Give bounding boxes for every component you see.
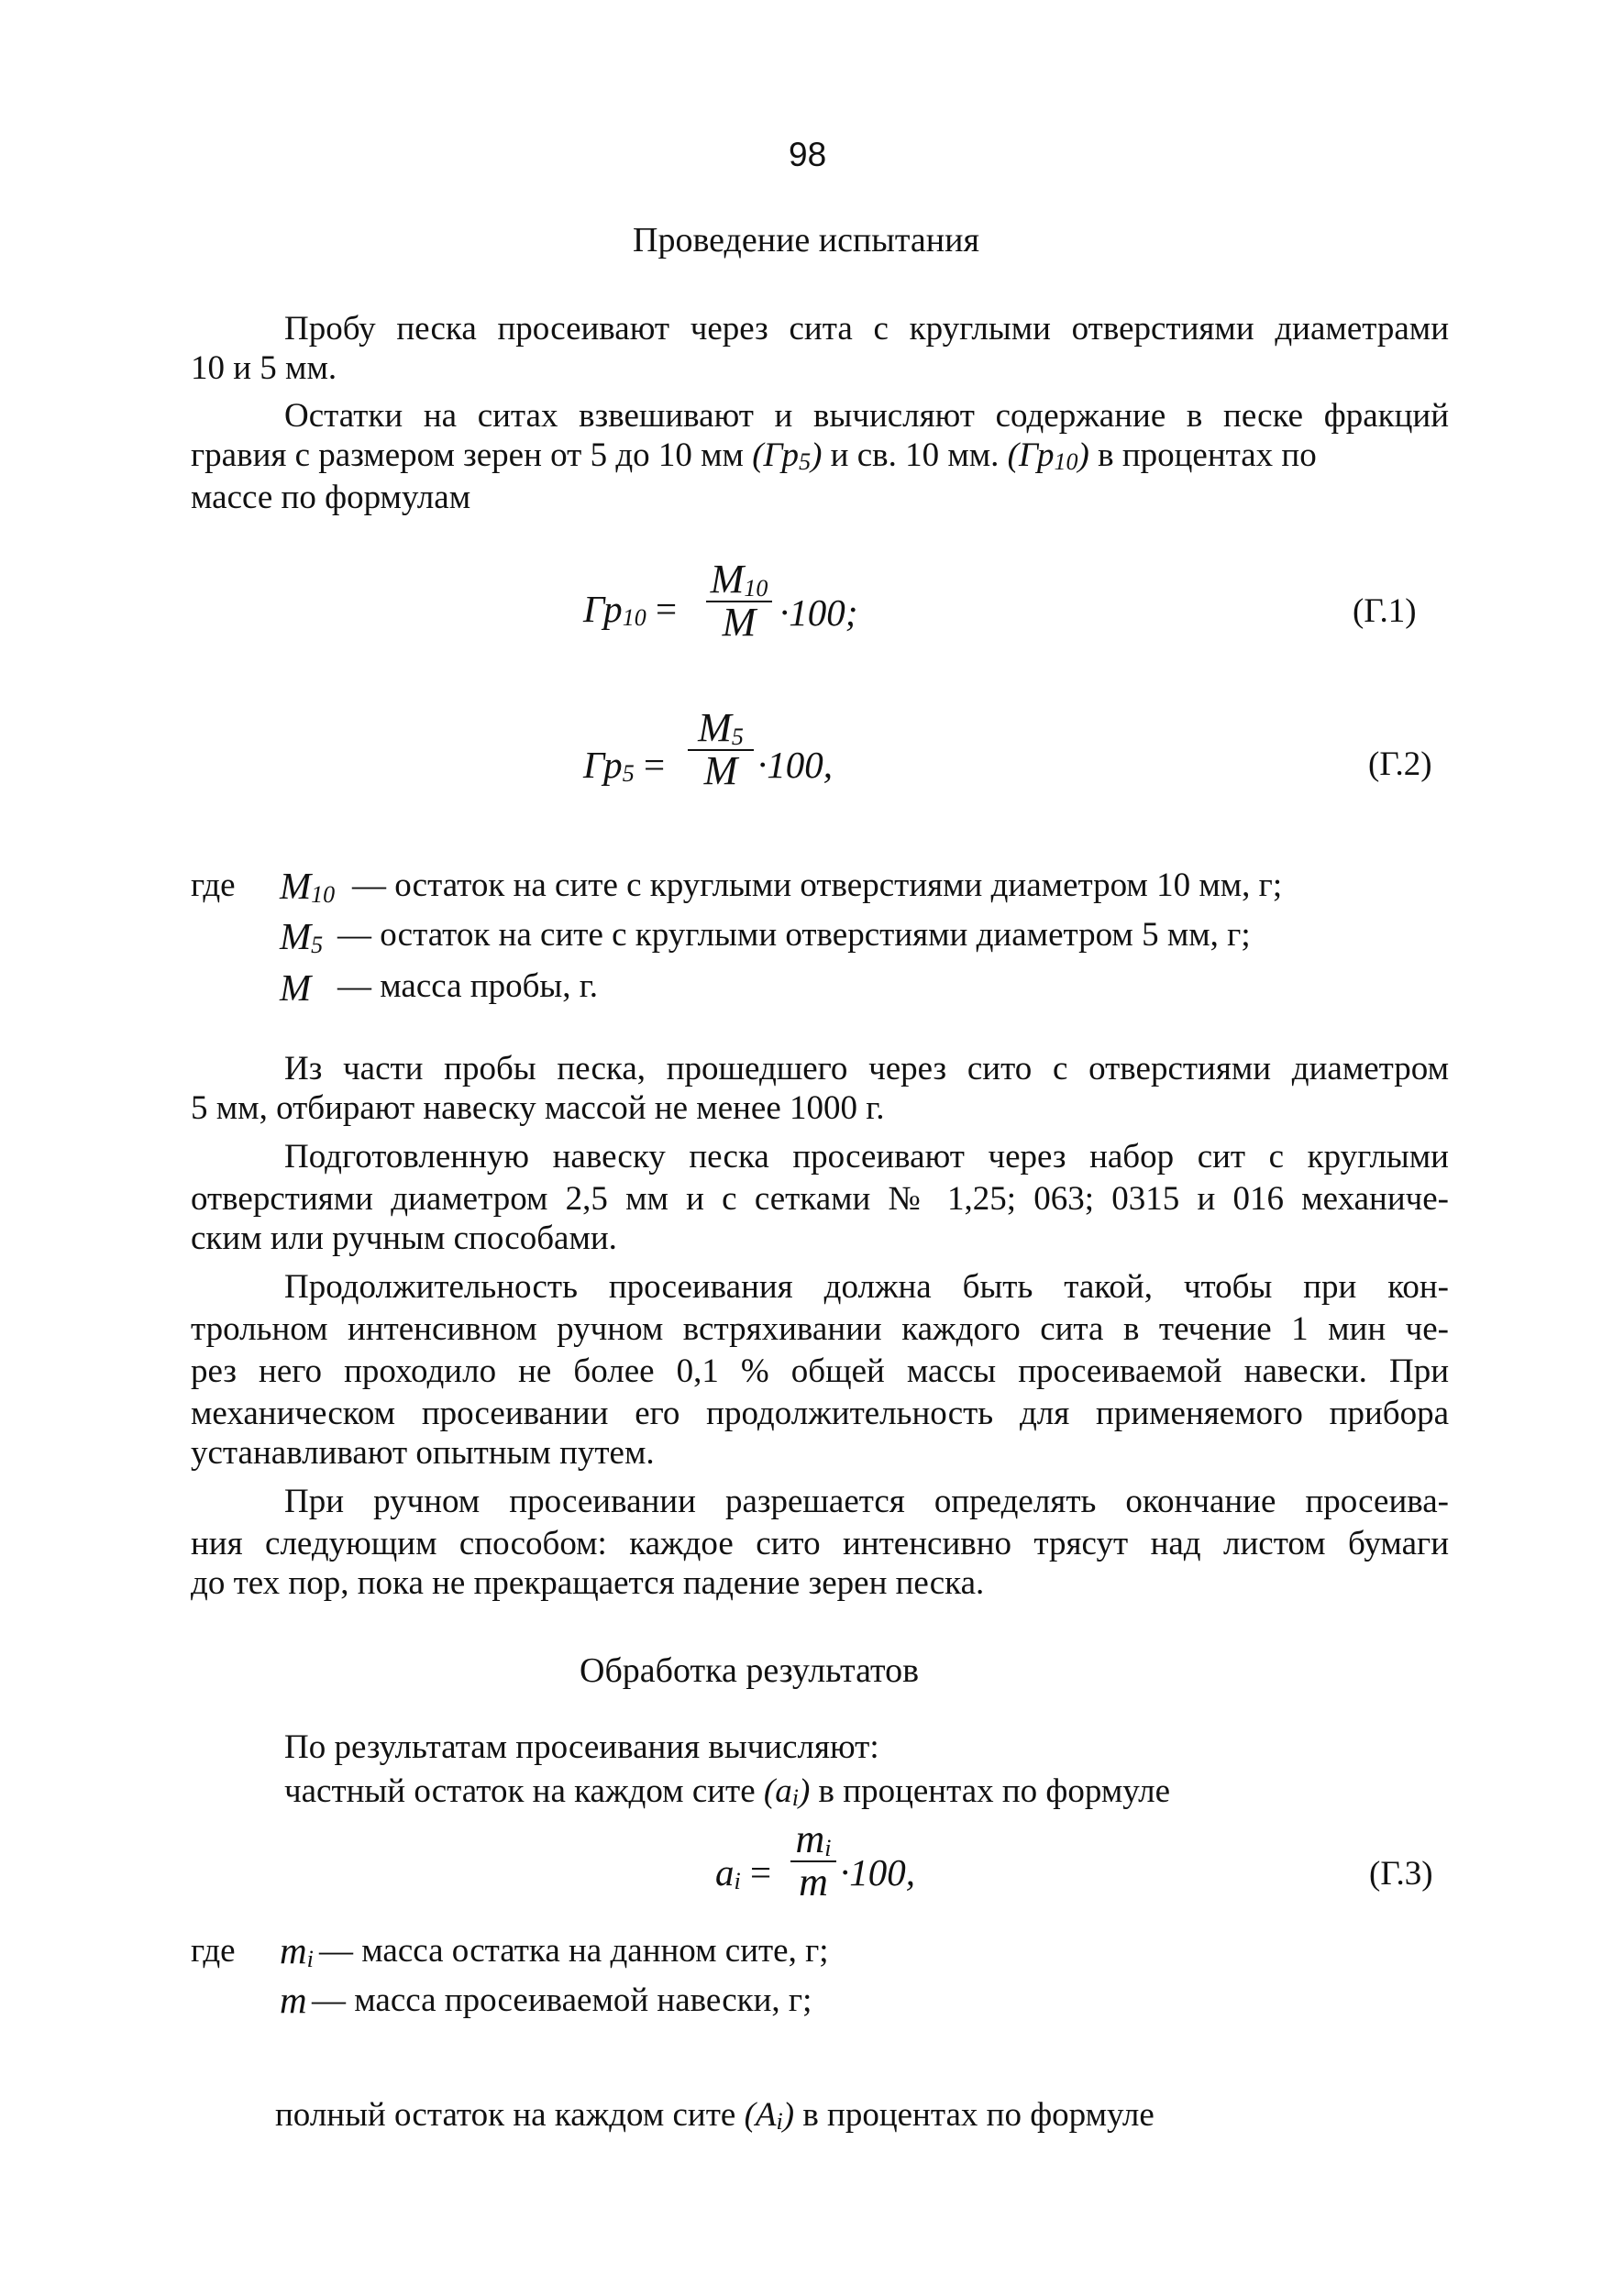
paragraph-4-line-2: отверстиями диаметром 2,5 мм и с сетками № 1,25; 063; 0315 и 016 механиче- xyxy=(191,1180,1449,1218)
p2-text-a: гравия с размером зерен от 5 до 10 мм xyxy=(191,436,753,474)
paragraph-2-line-3: массе по формулам xyxy=(191,479,471,516)
symbol-m10: $M_{10}$ xyxy=(280,865,336,908)
formula-g1-number: (Г.1) xyxy=(1353,592,1417,630)
formula-g2-fraction xyxy=(688,705,754,793)
paragraph-1-line-2: 10 и 5 мм. xyxy=(191,349,337,387)
page-number: 98 xyxy=(789,136,827,173)
formula-g2-numerator: $M_5$ xyxy=(698,705,744,750)
formula-g1-fraction xyxy=(706,559,772,643)
where-word: где xyxy=(191,867,236,904)
paragraph-3-line-1: Из части пробы песка, прошедшего через сито с отверстиями диаметром xyxy=(284,1050,1449,1087)
formula-g1-numerator: $M_{10}$ xyxy=(710,557,768,602)
ai-symbol: $(a_i)$ xyxy=(763,1772,811,1811)
formula-g3-fraction xyxy=(790,1816,836,1904)
paragraph-4-line-3: ским или ручным способами. xyxy=(191,1220,617,1257)
section-heading-test: Проведение испытания xyxy=(633,221,979,259)
formula-g2-tail: ·100, xyxy=(757,744,833,786)
results-line-1: По результатам просеивания вычисляют: xyxy=(284,1728,879,1766)
gr5-symbol: $(Гр_5)$ xyxy=(752,436,823,475)
paragraph-5-line-2: трольном интенсивном ручном встряхивании каждого сита в течение 1 мин че- xyxy=(191,1310,1449,1348)
definition-mi: — масса остатка на данном сите, г; xyxy=(319,1932,829,1970)
formula-g3-number: (Г.3) xyxy=(1369,1855,1433,1893)
p2-text-c: и св. 10 мм. xyxy=(822,436,1008,474)
symbol-m-sample: m xyxy=(280,1979,307,2021)
paragraph-6-line-3: до тех пор, пока не прекращается падение зерен песка. xyxy=(191,1564,985,1602)
formula-g1-tail: ·100; xyxy=(779,591,858,634)
definition-m10: — остаток на сите с круглыми отверстиями диаметром 10 мм, г; xyxy=(352,867,1283,904)
definition-m-sample: — масса просеиваемой навески, г; xyxy=(312,1981,812,2019)
definition-m5: — остаток на сите с круглыми отверстиями диаметром 5 мм, г; xyxy=(337,916,1251,954)
paragraph-5-line-3: рез него проходило не более 0,1 % общей массы просеиваемой навески. При xyxy=(191,1352,1449,1390)
paragraph-3-line-2: 5 мм, отбирают навеску массой не менее 1000 г. xyxy=(191,1089,885,1127)
formula-g3-lhs: $a_i$ = xyxy=(715,1851,772,1894)
section-heading-results: Обработка результатов xyxy=(580,1651,920,1690)
formula-g2-denominator: M xyxy=(703,747,738,793)
paragraph-5-line-1: Продолжительность просеивания должна быть такой, чтобы при кон- xyxy=(284,1268,1449,1306)
formula-g3-numerator: $m_i$ xyxy=(795,1816,832,1861)
symbol-m5: $M_5$ xyxy=(280,915,324,958)
paragraph-2-line-2 xyxy=(191,438,1317,474)
formula-g3-denominator: m xyxy=(799,1859,828,1904)
where-word-2: где xyxy=(191,1932,236,1970)
formula-g3-tail: ·100, xyxy=(840,1851,915,1893)
full-residue-line: полный остаток на каждом сите $(A_i)$ в процентах по формуле xyxy=(275,2096,1154,2135)
symbol-mi: $m_i$ xyxy=(280,1929,314,1972)
paragraph-2-line-1: Остатки на ситах взвешивают и вычисляют содержание в песке фракций xyxy=(284,397,1449,435)
formula-g2-number: (Г.2) xyxy=(1368,745,1432,783)
Ai-symbol: $(A_i)$ xyxy=(744,2096,795,2135)
symbol-m: M xyxy=(280,966,312,1009)
formula-g2-lhs: $Гр_5$ = xyxy=(583,744,666,787)
formula-g1-lhs: $Гр_{10}$ = xyxy=(583,588,678,631)
gr10-symbol: $(Гр_{10})$ xyxy=(1007,436,1089,475)
formula-g1-denominator: M xyxy=(722,599,757,645)
paragraph-4-line-1: Подготовленную навеску песка просеивают через набор сит с круглыми xyxy=(284,1138,1449,1176)
p2-text-e: в процентах по xyxy=(1088,436,1317,474)
paragraph-6-line-1: При ручном просеивании разрешается определять окончание просеива- xyxy=(284,1483,1449,1520)
paragraph-1-line-1: Пробу песка просеивают через сита с круглыми отверстиями диаметрами xyxy=(284,310,1449,348)
paragraph-5-line-4: механическом просеивании его продолжительность для применяемого прибора xyxy=(191,1395,1449,1432)
paragraph-5-line-5: устанавливают опытным путем. xyxy=(191,1434,655,1472)
definition-m: — масса пробы, г. xyxy=(337,967,599,1005)
results-line-2: частный остаток на каждом сите $(a_i)$ в процентах по формуле xyxy=(284,1772,1171,1811)
paragraph-6-line-2: ния следующим способом: каждое сито интенсивно трясут над листом бумаги xyxy=(191,1525,1449,1562)
